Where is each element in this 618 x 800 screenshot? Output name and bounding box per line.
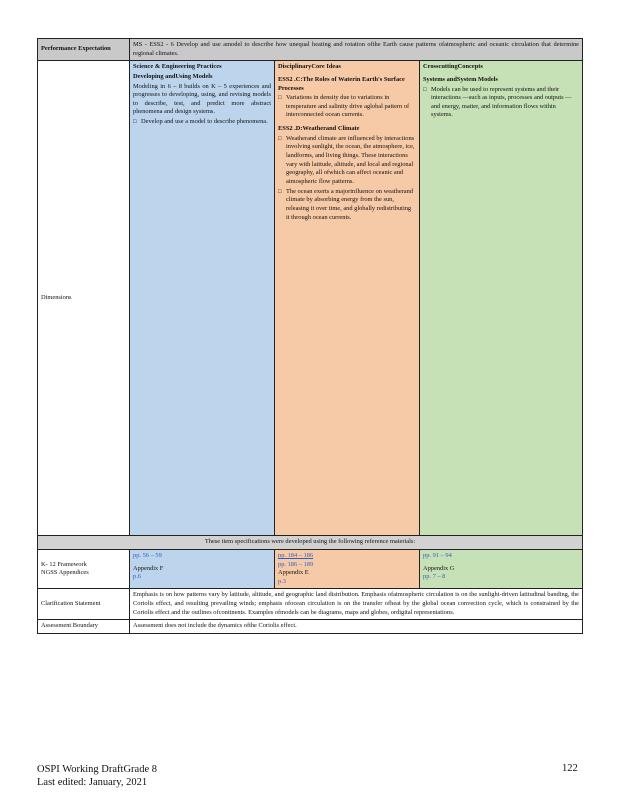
reference-pages-link[interactable]: pp. 91 – 94: [423, 551, 452, 559]
core-ideas-cell: [275, 61, 420, 536]
assessment-row: [38, 620, 583, 634]
ngss-spec-table: [37, 38, 583, 634]
core-idea-bullets: [278, 94, 416, 120]
core-idea-section-title: ESS2 .D:Weatherand Climate: [278, 125, 360, 133]
crosscutting-bullets: [423, 86, 579, 121]
dimensions-row: [38, 61, 583, 536]
reference-pages-link[interactable]: pp. 184 – 186: [278, 551, 314, 559]
reference-appendix-page[interactable]: pp. 7 – 8: [423, 573, 446, 581]
reference-pages-link[interactable]: pp. 186 – 189: [278, 560, 314, 568]
core-ideas-heading: DisciplinaryCore Ideas: [278, 63, 341, 71]
clarification-text: Emphasis is on how patterns vary by latitude, altitude, and geographic land distribution. Emphasis ofatmospheric circulation is on the sunlight-driven latitudinal banding, the Coriolis effect, and resulting prevailing winds; emphasis ofocean circulation is on the transfer ofheat by the global ocean convection cycle, which is constrained by the Coriolis effect and the outlines ofcontinents. Examples ofmodels can be diagrams, maps and globes, ordigital representations.: [130, 589, 583, 620]
performance-expectation-label: Performance Expectation: [38, 39, 130, 61]
reference-appendix: Appendix E: [278, 569, 309, 577]
science-practices-bullet: □ Develop and use a model to describe phenomena.: [133, 118, 271, 127]
footer: [37, 763, 157, 789]
ngss-appendices-label: NGSS Appendices: [41, 569, 89, 577]
science-practices-body: Modeling in 6 – 8 builds on K – 5 experiences and progresses to developing, using, and revising models to describe, test, and predict more abstract phenomena and design systems.: [133, 82, 271, 116]
reference-col-practices: [130, 549, 275, 589]
science-practices-bullets: [133, 118, 271, 127]
reference-appendix: Appendix F: [133, 564, 164, 572]
k12-framework-label: K- 12 Framework: [41, 560, 87, 568]
science-practices-heading: Science & Engineering Practices: [133, 63, 222, 71]
crosscutting-subheading: Systems andSystem Models: [423, 75, 498, 83]
core-idea-bullets: [278, 135, 416, 222]
references-row: [38, 549, 583, 589]
assessment-text: Assessment does not include the dynamics ofthe Coriolis effect.: [130, 620, 583, 634]
dimensions-label: Dimensions: [38, 61, 130, 536]
core-idea-bullet: □ The ocean exerts a majorinfluence on weatherand climate by absorbing energy from the sun, releasing it over time, and globally redistributing it through ocean currents.: [278, 188, 416, 223]
references-intro: These item specifications were developed using the following reference materials:: [38, 536, 583, 550]
footer-draft-title: OSPI Working DraftGrade 8: [37, 764, 157, 775]
reference-appendix-page[interactable]: p.6: [133, 573, 141, 581]
performance-expectation-row: [38, 39, 583, 61]
crosscutting-cell: [420, 61, 583, 536]
crosscutting-heading: CrosscuttingConcepts: [423, 63, 483, 71]
crosscutting-bullet: □ Models can be used to represent systems and their interactions —such as inputs, processes and outputs —and energy, matter, and information flows within systems.: [423, 86, 579, 121]
assessment-label: Assessment Boundary: [38, 620, 130, 634]
core-idea-section-title: ESS2 .C:The Roles of Waterin Earth's Surface Processes: [278, 75, 405, 92]
science-practices-cell: [130, 61, 275, 536]
core-idea-bullet: □ Weatherand climate are influenced by interactions involving sunlight, the ocean, the atmosphere, ice, landforms, and living things. These interactions vary with latitude, altitude, and local and regional geography, all ofwhich can affect oceanic and atmospheric flow patterns.: [278, 135, 416, 187]
reference-col-core-ideas: [275, 549, 420, 589]
reference-pages-link[interactable]: pp. 56 – 59: [133, 551, 162, 559]
reference-appendix-page[interactable]: p.3: [278, 577, 286, 585]
science-practices-subheading: Developing andUsing Models: [133, 72, 213, 80]
page-number: 122: [562, 763, 578, 774]
performance-expectation-text: MS - ESS2 - 6 Develop and use amodel to describe how unequal heating and rotation ofthe Earth cause patterns ofatmospheric and oceanic circulation that determine regional climates.: [130, 39, 583, 61]
footer-last-edited: Last edited: January, 2021: [37, 777, 148, 789]
references-intro-row: [38, 536, 583, 550]
reference-col-crosscutting: [420, 549, 583, 589]
references-labels: [38, 549, 130, 589]
clarification-row: [38, 589, 583, 620]
reference-appendix: Appendix G: [423, 564, 455, 572]
clarification-label: Clarification Statement: [38, 589, 130, 620]
core-idea-bullet: □ Variations in density due to variations in temperature and salinity drive aglobal pattern of interconnected ocean currents.: [278, 94, 416, 120]
